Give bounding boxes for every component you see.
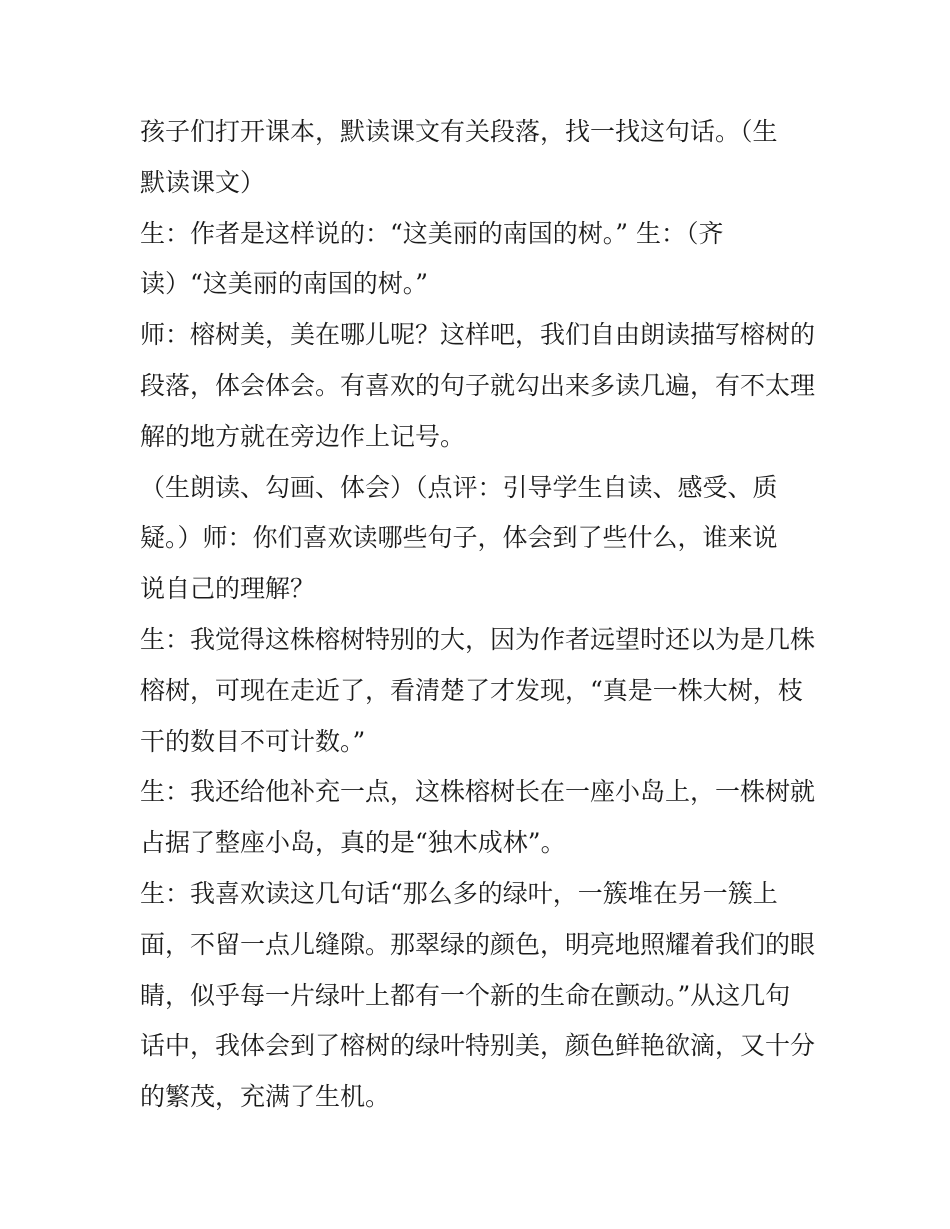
text-line: 生：我还给他补充一点，这株榕树长在一座小岛上，一株树就 <box>140 777 816 807</box>
document-body <box>140 107 820 1123</box>
text-line: 说自己的理解？ <box>140 574 316 604</box>
text-line: 睛，似乎每一片绿叶上都有一个新的生命在颤动。”从这几句 <box>140 980 791 1010</box>
text-line: 榕树，可现在走近了，看清楚了才发现，“真是一株大树，枝 <box>140 675 803 705</box>
text-line: 话中，我体会到了榕树的绿叶特别美，颜色鲜艳欲滴，又十分 <box>140 1031 816 1061</box>
text-line: （生朗读、勾画、体会）（点评：引导学生自读、感受、质 <box>140 472 778 502</box>
text-line: 疑。）师：你们喜欢读哪些句子，体会到了些什么，谁来说 <box>140 523 778 553</box>
text-line: 读）“这美丽的南国的树。” <box>140 269 429 299</box>
text-line: 干的数目不可计数。” <box>140 726 366 756</box>
text-line: 段落，体会体会。有喜欢的句子就勾出来多读几遍，有不太理 <box>140 370 816 400</box>
text-line: 生：我觉得这株榕树特别的大，因为作者远望时还以为是几株 <box>140 624 816 654</box>
text-line: 解的地方就在旁边作上记号。 <box>140 421 466 451</box>
text-line: 孩子们打开课本，默读课文有关段落，找一找这句话。（生 <box>140 117 778 146</box>
text-line: 生：作者是这样说的：“这美丽的南国的树。” 生：（齐 <box>140 218 724 248</box>
text-line: 的繁茂，充满了生机。 <box>140 1082 391 1112</box>
text-line: 占据了整座小岛，真的是“独木成林”。 <box>140 828 566 858</box>
text-line: 面，不留一点儿缝隙。那翠绿的颜色，明亮地照耀着我们的眼 <box>140 929 816 959</box>
text-line: 默读课文） <box>140 167 266 197</box>
text-line: 师：榕树美，美在哪儿呢？这样吧，我们自由朗读描写榕树的 <box>140 320 816 350</box>
text-line: 生：我喜欢读这几句话“那么多的绿叶，一簇堆在另一簇上 <box>140 878 778 908</box>
